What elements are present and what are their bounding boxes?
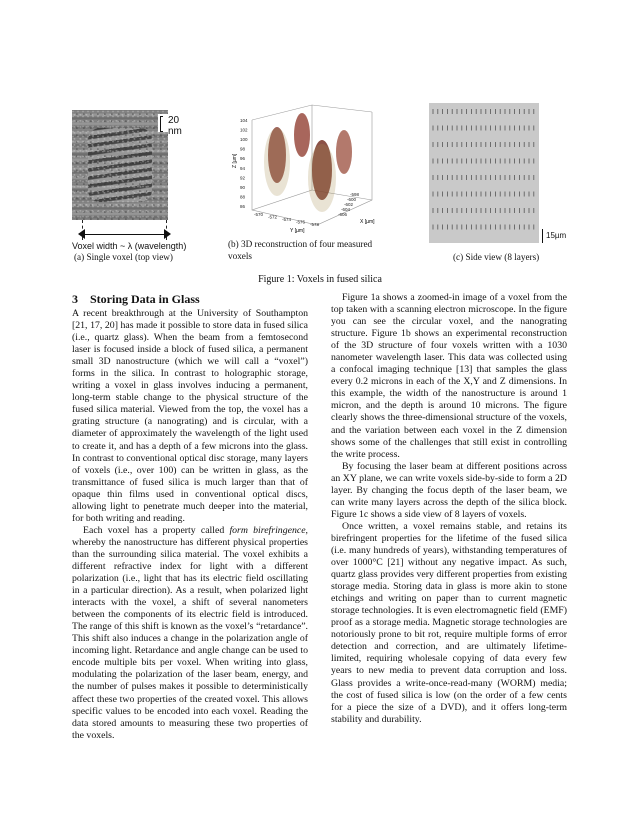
left-column: [72, 292, 308, 742]
figure-caption: Figure 1: Voxels in fused silica: [258, 274, 382, 285]
voxel-halo-3: [308, 144, 336, 212]
x-tick-4: -606: [338, 212, 348, 217]
text-run: , whereby the nanostructure has different physical properties than the surrounding silica material. The voxel exhibits a different refractive index for light with a different polarization (i.e., light that has its electric field oscillating in a particular direction). As a result, when polarized light interacts with the voxel, a shift of several nanometers between the components of its electric field is introduced. The range of this shift is known as the voxel’s “retardance”. This shift also induces a change in the polarization angle of incoming light. Retardance and angle change can be used to encode multiple bits per voxel. When writing into glass, modulating the polarization of the laser beam, energy, and the number of pulses makes it possible to deterministically affect these two properties of the created voxel. This allows specific values to be encoded into each voxel. Reading the data stored amounts to measuring these two properties of the voxels.: [72, 524, 308, 741]
figure-a-voxel-top-view: [72, 110, 192, 251]
voxel-clouds: [264, 113, 352, 212]
z-tick-3: 98: [240, 146, 246, 152]
y-tick-0: -570: [254, 212, 264, 217]
z-tick-1: 102: [240, 127, 248, 133]
figure-b-caption-line1: (b) 3D reconstruction of four measured: [228, 239, 373, 249]
z-tick-5: 94: [240, 165, 246, 171]
paragraph: A recent breakthrough at the University of Southampton [21, 17, 20] has made it possible to store data in fused silica (i.e., quartz glass). When the beam from a femtosecond laser is focused inside a block of fused silica, a permanent small 3D nanostructure (which we will call a “voxel”) forms in the silica. In contrast to holographic storage, writing a voxel in glass involves inducing a permanent, long-term stable change to the physical structure of the fused silica material. Viewed from the top, the voxel has a grating structure (a nanograting) and is circular, with a diameter of approximately the wavelength of the light used to create it, and has a depth of a few microns into the glass. In contrast to conventional optical disc storage, many layers of voxels (i.e., over 100) can be written in glass, as the transmittance of fused silica is much larger than that of opaque thin films used in conventional optical discs, allowing light to penetrate much deeper into the material, for both writing and reading.: [72, 308, 308, 524]
figure-b-caption-line2: voxels: [228, 250, 252, 261]
x-axis-label: X [µm]: [360, 219, 375, 225]
x-tick-1: -600: [347, 197, 357, 202]
y-tick-labels: [254, 212, 320, 227]
voxel-cloud-4: [336, 130, 352, 174]
voxel-sem-image: [72, 110, 168, 220]
paragraph: By focusing the laser beam at different positions across an XY plane, we can write voxels side-by-side to form a 2D layer. By changing the focus depth of the laser beam, we can write many layers across the depth of the silica block. Figure 1c shows a side view of 8 layers of voxels.: [331, 460, 567, 520]
width-arrow: [82, 234, 166, 235]
z-tick-7: 90: [240, 184, 246, 190]
z-tick-6: 92: [240, 175, 246, 181]
figure-a-caption: (a) Single voxel (top view): [74, 252, 173, 262]
figure-c-caption: (c) Side view (8 layers): [453, 252, 540, 262]
scale-bar-label: 20 nm: [168, 115, 182, 137]
y-tick-3: -576: [296, 219, 306, 225]
z-tick-9: 86: [240, 204, 246, 209]
voxel-halo-1: [264, 128, 290, 196]
z-tick-4: 96: [240, 156, 246, 162]
side-view-scale-bar: [542, 229, 543, 243]
paragraph: Figure 1a shows a zoomed-in image of a voxel from the top taken with a scanning electron microscope. In the figure you can see the circular voxel, and the nanograting structure. Figure 1b shows an experimental reconstruction of the 3D structure of four voxels written with a 1030 nanometer wavelength laser. This data was collected using a confocal imaging technique [13] that samples the glass every 0.2 microns in each of the X,Y and Z dimensions. In this example, the width of the nanostructure is around 1 micron, and the depth is around 10 microns. The figure clearly shows the three-dimensional structure of the voxels, and the variation between each voxel in the Z dimension shows some of the challenges that still exist in controlling the write process.: [331, 292, 567, 460]
x-tick-labels: [338, 192, 360, 217]
voxel-width-label: Voxel width ~ λ (wavelength): [72, 241, 187, 251]
figure-b-caption: [228, 239, 388, 262]
side-view-scale-label: 15µm: [546, 231, 567, 240]
voxel-cloud-2: [294, 113, 310, 157]
z-tick-labels: [240, 118, 248, 209]
term-form-birefringence: form birefringence: [229, 524, 306, 536]
section-title: Storing Data in Glass: [90, 292, 200, 306]
x-tick-3: -604: [341, 207, 351, 212]
z-tick-0: 104: [240, 118, 248, 123]
y-tick-4: -578: [310, 222, 320, 227]
z-axis-label: Z [µm]: [232, 153, 238, 168]
figure-b-3d-reconstruction: [222, 100, 392, 235]
y-axis-label: Y [µm]: [290, 228, 305, 234]
section-heading: [72, 292, 308, 306]
image-noise-texture: [72, 110, 168, 220]
scale-bar: [160, 116, 163, 132]
paragraph: Once written, a voxel remains stable, and retains its birefringent properties for the lifetime of the fused silica (i.e. many hundreds of years), withstanding temperatures of over 1000°C [21] without any negative impact. As such, quartz glass provides very different properties from existing storage media. Storing data in glass is more akin to stone etchings and writing on paper than to current magnetic storage technologies. It is even electromagnetic field (EMF) proof as a storage media. Magnetic storage technologies are notoriously prone to bit rot, require multiple forms of error detection and correction, and are ultimately lifetime-limited, requiring wholesale copying of data every few years to new media to prevent data corruption and loss. Glass provides a write-once-read-many (WORM) media; the cost of fused silica is low (on the order of a few cents for a piece the size of a DVD), and it offers long-term stability and durability.: [331, 520, 567, 725]
z-tick-2: 100: [240, 137, 248, 143]
z-tick-8: 88: [240, 194, 246, 200]
paragraph: [72, 525, 308, 742]
y-tick-1: -572: [268, 214, 278, 220]
x-tick-0: -598: [350, 192, 360, 197]
text-run: Each voxel has a property called: [83, 524, 230, 536]
right-column: [331, 292, 567, 726]
y-tick-2: -574: [282, 217, 292, 222]
section-number: 3: [72, 292, 78, 306]
x-tick-2: -602: [344, 202, 354, 207]
arrow-right-icon: [164, 229, 171, 239]
figure-c-side-view: [429, 103, 539, 243]
